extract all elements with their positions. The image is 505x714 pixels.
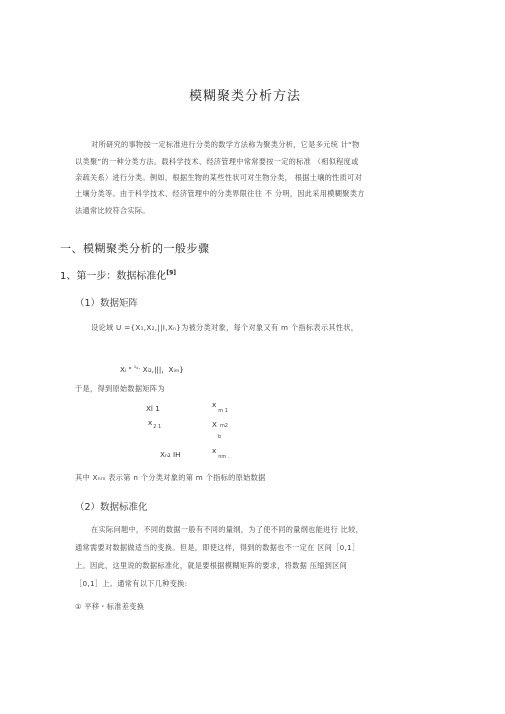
matrix-r3c1: Xₙ₂ IH bbox=[160, 450, 181, 459]
matrix-r1c2-base: x bbox=[212, 400, 217, 409]
page-title: 模糊聚类分析方法 bbox=[189, 89, 302, 104]
matrix-r1c1: Xl 1 bbox=[146, 404, 160, 413]
subsection-standardization: （2）数据标准化 bbox=[75, 502, 148, 513]
matrix-r2c1-base: x bbox=[148, 418, 153, 427]
std-line-4: ［0,1］上。通常有以下几种变换: bbox=[75, 579, 188, 588]
matrix-r3c2 bbox=[212, 446, 230, 460]
domain-definition-line: 设论域 U ={X₁,X₂,||I,Xₙ}为被分类对象，每个对象又有 m 个指标表示其性状， bbox=[91, 323, 359, 332]
matrix-r2c2-sub: m2 bbox=[219, 423, 228, 429]
matrix-r1c2-sub: m 1 bbox=[218, 408, 228, 414]
section-heading-1: 一、模糊聚类分析的一般步骤 bbox=[60, 242, 210, 255]
matrix-r3c2-base: x bbox=[212, 446, 217, 455]
object-vector-formula bbox=[120, 365, 184, 375]
matrix-r3c2-sub: nm . bbox=[218, 454, 230, 460]
citation-ref: [9] bbox=[166, 269, 177, 277]
subsection-data-matrix: （1）数据矩阵 bbox=[75, 298, 139, 309]
intro-line-3: 亲疏关系）进行分类。例如，根据生物的某些性状可对生物分类， 根据土壤的性质可对 bbox=[75, 173, 363, 182]
std-line-3: 上。因此，这里说的数据标准化，就是要根据模糊矩阵的要求，将数据 压缩到区间 bbox=[75, 561, 348, 570]
formula-part-a: Xᵢ " bbox=[120, 365, 135, 374]
matrix-r2c1-sub: 2 1 bbox=[153, 424, 162, 430]
matrix-r1c2 bbox=[212, 400, 228, 414]
matrix-r2c2 bbox=[212, 420, 228, 429]
step-1-text: 1、第一步：数据标准化 bbox=[60, 271, 167, 282]
matrix-intro-line: 于是，得到原始数据矩阵为 bbox=[75, 384, 165, 393]
intro-line-4: 土壤分类等。由于科学技术、经济管理中的分类界限往往 不 分明，因此采用模糊聚类方 bbox=[75, 189, 365, 198]
intro-line-2: 以类聚”的一种分类方法。载科学技术、经济管理中常常要按一定的标准 （相似程度或 bbox=[75, 157, 359, 166]
intro-line-5: 法通常比较符合实际。 bbox=[75, 206, 150, 215]
formula-part-c: Xᵢ₂,|||，Xᵢₘ} bbox=[140, 365, 184, 374]
std-line-2: 通常需要对数据做适当的变换。但是，即使这样，得到的数据也不一定在 区间［0,1］ bbox=[75, 543, 360, 552]
step-1-heading bbox=[60, 267, 176, 282]
matrix-r2c2-base: X bbox=[212, 420, 217, 429]
intro-line-1: 对所研究的事物按一定标准进行分类的数学方法称为聚类分析，它是多元统 计“物 bbox=[91, 140, 360, 149]
matrix-r2c1 bbox=[148, 418, 162, 430]
transform-item-1: ① 平移・标准差变换 bbox=[75, 602, 145, 611]
formula-part-b: ᵡᵢ₁, bbox=[134, 365, 141, 371]
std-line-1: 在实际问题中，不同的数据一般有不同的量纲，为了使不同的量纲也能进行 比较， bbox=[91, 525, 364, 534]
matrix-dots: b bbox=[218, 434, 222, 440]
matrix-note-line: 其中 Xₙₘ 表示第 n 个分类对象的第 m 个指标的原始数据 bbox=[75, 473, 266, 482]
